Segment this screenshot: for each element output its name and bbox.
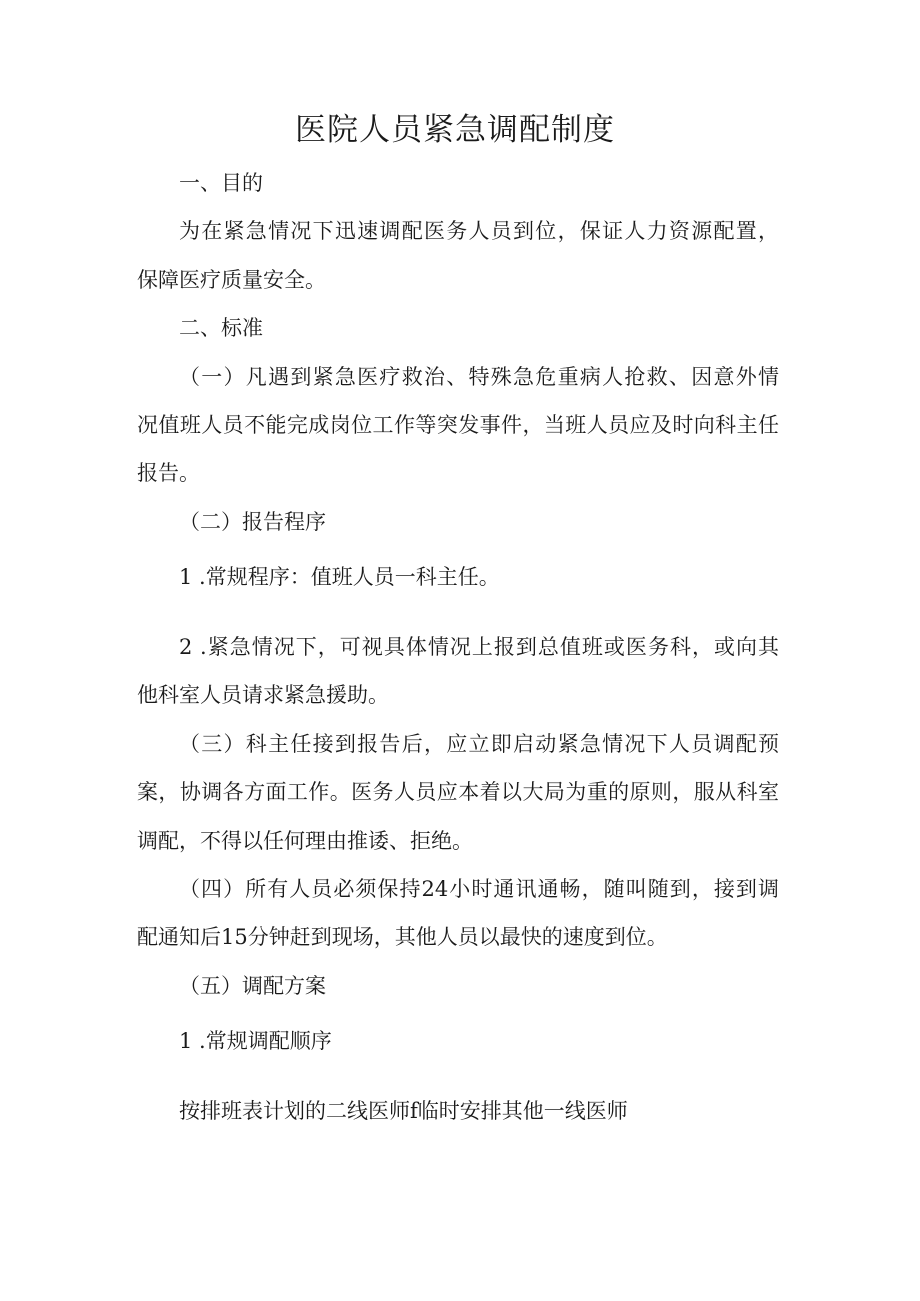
purpose-paragraph-line-2: 保障医疗质量安全。 bbox=[137, 268, 326, 292]
item3-line-2: 案，协调各方面工作。医务人员应本着以大局为重的原则，服从科室 bbox=[137, 780, 779, 804]
item4-line-2: 配通知后15分钟赶到现场，其他人员以最快的速度到位。 bbox=[137, 925, 668, 949]
routine-allocation-order: 1 .常规调配顺序 bbox=[179, 1029, 332, 1053]
allocation-plan-heading: （五）调配方案 bbox=[179, 974, 326, 998]
item1-line-1: （一）凡遇到紧急医疗救治、特殊急危重病人抢救、因意外情 bbox=[179, 365, 779, 389]
item3-line-1: （三）科主任接到报告后，应立即启动紧急情况下人员调配预 bbox=[179, 732, 779, 756]
report-procedure-heading: （二）报告程序 bbox=[179, 510, 326, 534]
allocation-order-body: 按排班表计划的二线医师f临时安排其他一线医师 bbox=[179, 1099, 628, 1123]
emergency-procedure-line-2: 他科室人员请求紧急援助。 bbox=[137, 683, 389, 707]
standard-heading: 二、标准 bbox=[179, 316, 263, 340]
item3-line-3: 调配，不得以任何理由推诿、拒绝。 bbox=[137, 829, 473, 853]
item1-line-2: 况值班人员不能完成岗位工作等突发事件，当班人员应及时向科主任 bbox=[137, 413, 779, 437]
purpose-heading: 一、目的 bbox=[179, 171, 263, 195]
purpose-paragraph-line-1: 为在紧急情况下迅速调配医务人员到位，保证人力资源配置， bbox=[179, 219, 779, 243]
item1-line-3: 报告。 bbox=[137, 461, 200, 485]
routine-procedure-item: 1 .常规程序：值班人员一科主任。 bbox=[179, 565, 500, 589]
document-title: 医院人员紧急调配制度 bbox=[295, 112, 615, 148]
emergency-procedure-line-1: 2 .紧急情况下，可视具体情况上报到总值班或医务科，或向其 bbox=[179, 635, 779, 659]
item4-line-1: （四）所有人员必须保持24小时通讯通畅，随叫随到，接到调 bbox=[179, 877, 779, 901]
